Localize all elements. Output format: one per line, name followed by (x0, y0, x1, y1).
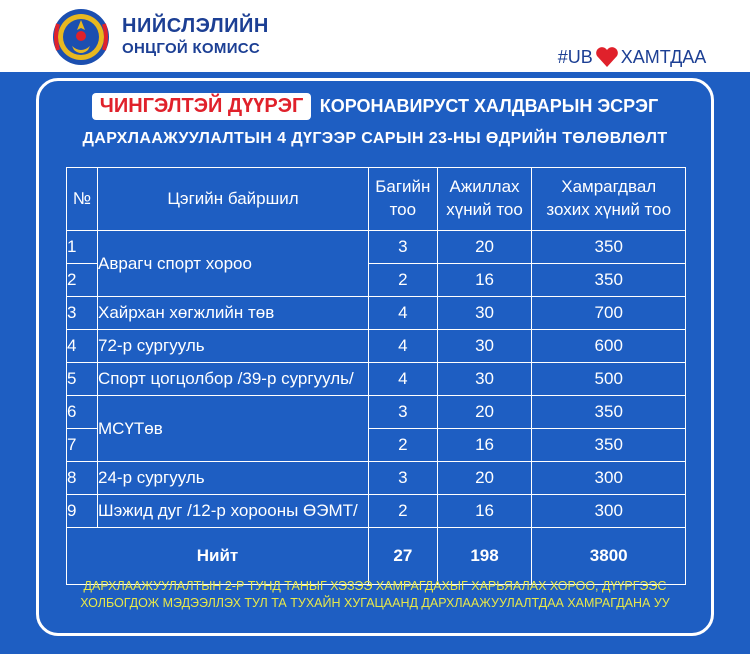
row-covered: 700 (532, 297, 686, 330)
footer-note (0, 578, 750, 612)
row-teams: 4 (369, 330, 438, 363)
table-row (67, 462, 686, 495)
total-staff: 198 (437, 528, 532, 585)
total-covered: 3800 (532, 528, 686, 585)
district-name: ЧИНГЭЛТЭЙ ДҮҮРЭГ (92, 93, 312, 120)
row-teams: 4 (369, 297, 438, 330)
row-teams: 3 (369, 462, 438, 495)
footer-line2: ХОЛБОГДОЖ МЭДЭЭЛЛЭХ ТУЛ ТА ТУХАЙН ХУГАЦААНД ДАРХЛААЖУУЛАЛТДАА ХАМРАГДАНА УУ (80, 595, 670, 610)
title-line2: ДАРХЛААЖУУЛАЛТЫН 4 ДҮГЭЭР САРЫН 23-НЫ ӨДРИЙН ТӨЛӨВЛӨЛТ (82, 130, 668, 147)
row-num: 7 (67, 429, 98, 462)
row-staff: 16 (437, 429, 532, 462)
org-name-line2: ОНЦГОЙ КОМИСС (122, 40, 261, 57)
row-teams: 2 (369, 429, 438, 462)
table-header-row (67, 168, 686, 231)
row-location: 24-р сургууль (98, 462, 369, 495)
footer-line1: ДАРХЛААЖУУЛАЛТЫН 2-Р ТУНД ТАНЫГ ХЭЗЭЭ ХАМРАГДАХЫГ ХАРЬЯАЛАХ ХОРОО, ДҮҮРГЭЭС (83, 579, 667, 593)
table-row (67, 363, 686, 396)
row-covered: 300 (532, 495, 686, 528)
header-covered: Хамрагдвал зохих хүний тоо (532, 168, 686, 231)
title-line1-text: КОРОНАВИРУСТ ХАЛДВАРЫН ЭСРЭГ (319, 96, 659, 116)
total-teams: 27 (369, 528, 438, 585)
row-staff: 16 (437, 495, 532, 528)
row-num: 9 (67, 495, 98, 528)
row-location: Спорт цогцолбор /39-р сургууль/ (98, 363, 369, 396)
hashtag-left: #UB (557, 46, 593, 67)
row-location: Шэжид дуг /12-р хорооны ӨЭМТ/ (98, 495, 369, 528)
header-teams: Багийн тоо (369, 168, 438, 231)
table-row (67, 330, 686, 363)
row-staff: 20 (437, 462, 532, 495)
header-num: № (67, 168, 98, 231)
row-num: 2 (67, 264, 98, 297)
row-num: 3 (67, 297, 98, 330)
row-covered: 350 (532, 396, 686, 429)
row-num: 4 (67, 330, 98, 363)
row-staff: 20 (437, 231, 532, 264)
row-location: МСҮТөв (98, 396, 369, 462)
row-staff: 30 (437, 330, 532, 363)
vaccination-plan-table (66, 167, 686, 585)
row-staff: 30 (437, 363, 532, 396)
table-row (67, 495, 686, 528)
row-covered: 350 (532, 429, 686, 462)
row-num: 8 (67, 462, 98, 495)
hashtag-right: ХАМТДАА (620, 46, 707, 67)
row-num: 1 (67, 231, 98, 264)
table-row (67, 231, 686, 264)
title-line1 (0, 93, 750, 120)
heart-icon (595, 46, 619, 68)
org-name-line1: НИЙСЛЭЛИЙН (122, 15, 269, 37)
row-teams: 4 (369, 363, 438, 396)
org-name (122, 16, 269, 56)
row-staff: 30 (437, 297, 532, 330)
row-num: 5 (67, 363, 98, 396)
table-total-row (67, 528, 686, 585)
row-covered: 350 (532, 264, 686, 297)
state-emblem-icon (50, 6, 112, 68)
row-location: 72-р сургууль (98, 330, 369, 363)
row-location: Аврагч спорт хороо (98, 231, 369, 297)
hashtag-badge (548, 42, 716, 72)
row-teams: 2 (369, 264, 438, 297)
table-row (67, 297, 686, 330)
row-num: 6 (67, 396, 98, 429)
row-covered: 600 (532, 330, 686, 363)
row-staff: 16 (437, 264, 532, 297)
row-covered: 300 (532, 462, 686, 495)
total-label: Нийт (67, 528, 369, 585)
row-covered: 500 (532, 363, 686, 396)
row-teams: 3 (369, 396, 438, 429)
table-row (67, 396, 686, 429)
row-covered: 350 (532, 231, 686, 264)
row-location: Хайрхан хөгжлийн төв (98, 297, 369, 330)
row-staff: 20 (437, 396, 532, 429)
row-teams: 2 (369, 495, 438, 528)
header-staff: Ажиллах хүний тоо (437, 168, 532, 231)
row-teams: 3 (369, 231, 438, 264)
header-location: Цэгийн байршил (98, 168, 369, 231)
